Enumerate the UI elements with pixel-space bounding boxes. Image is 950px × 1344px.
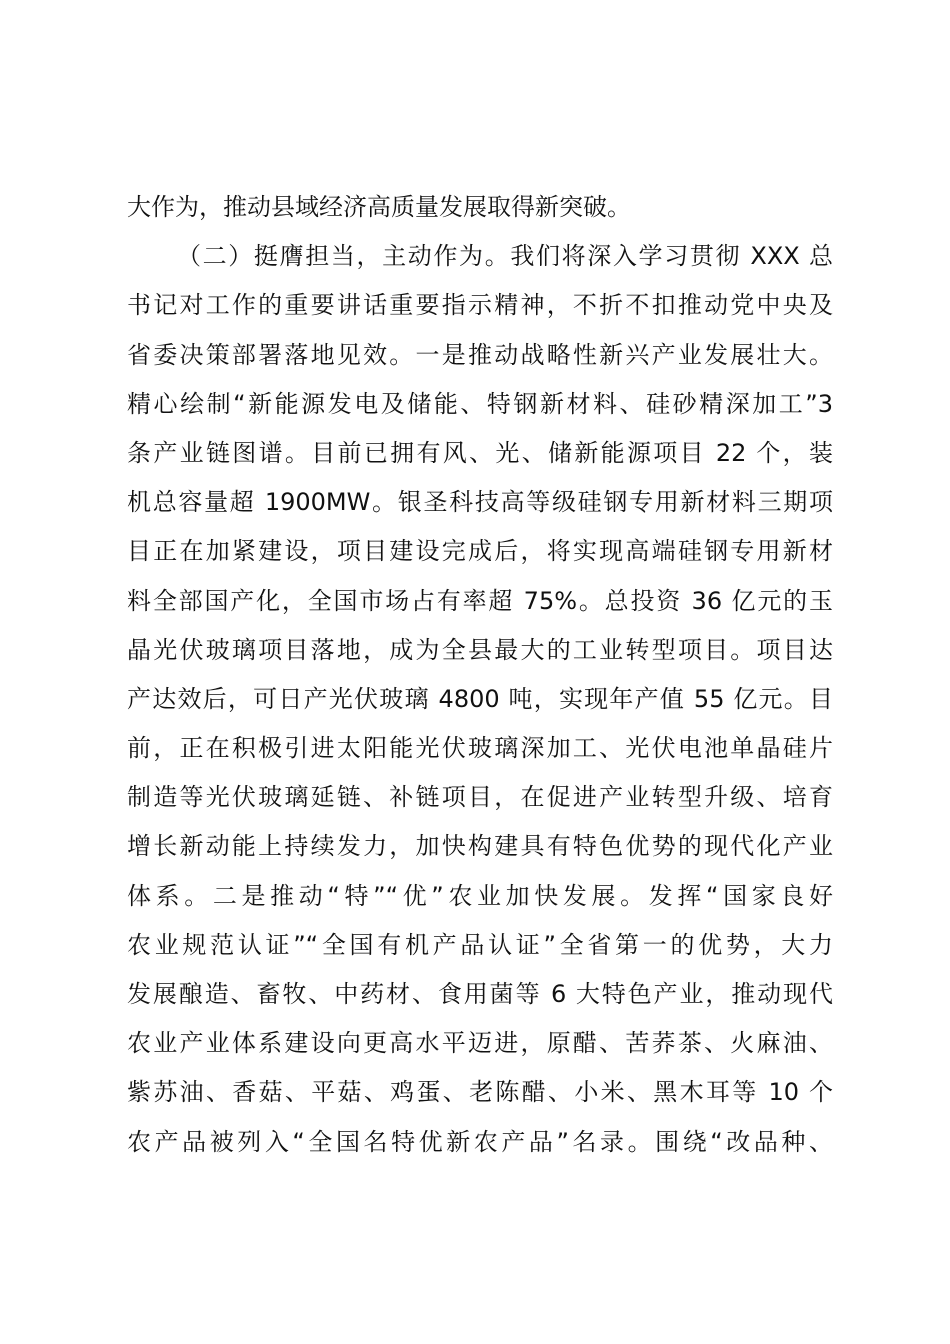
text-line: 精心绘制“新能源发电及储能、特钢新材料、硅砂精深加工”3 [127,389,833,418]
text-line: 料全部国产化，全国市场占有率超 75%。总投资 36 亿元的玉 [127,586,833,615]
text-line: 农产品被列入“全国名特优新农产品”名录。围绕“改品种、 [127,1127,833,1156]
text-line: 晶光伏玻璃项目落地，成为全县最大的工业转型项目。项目达 [127,635,833,664]
text-line: 条产业链图谱。目前已拥有风、光、储新能源项目 22 个，装 [127,438,833,467]
text-line: 产达效后，可日产光伏玻璃 4800 吨，实现年产值 55 亿元。目 [127,684,833,713]
body-text [127,183,833,1167]
text-line: 体系。二是推动“特”“优”农业加快发展。发挥“国家良好 [127,881,833,910]
text-line: （二）挺膺担当，主动作为。我们将深入学习贯彻 XXX 总 [177,242,833,271]
text-line: 农业产业体系建设向更高水平迈进，原醋、苦荞茶、火麻油、 [127,1029,833,1058]
text-line: 发展酿造、畜牧、中药材、食用菌等 6 大特色产业，推动现代 [127,980,833,1008]
text-line: 机总容量超 1900MW。银圣科技高等级硅钢专用新材料三期项 [127,488,833,517]
text-line: 增长新动能上持续发力，加快构建具有特色优势的现代化产业 [127,832,833,861]
text-line: 农业规范认证”“全国有机产品认证”全省第一的优势，大力 [127,930,833,959]
text-line: 目正在加紧建设，项目建设完成后，将实现高端硅钢专用新材 [127,537,833,566]
text-line: 书记对工作的重要讲话重要指示精神，不折不扣推动党中央及 [127,291,833,320]
text-line: 制造等光伏玻璃延链、补链项目，在促进产业转型升级、培育 [127,783,833,812]
text-line: 省委决策部署落地见效。一是推动战略性新兴产业发展壮大。 [127,340,833,369]
text-line: 大作为，推动县域经济高质量发展取得新突破。 [127,193,631,221]
text-line: 紫苏油、香菇、平菇、鸡蛋、老陈醋、小米、黑木耳等 10 个 [127,1078,833,1107]
text-line: 前，正在积极引进太阳能光伏玻璃深加工、光伏电池单晶硅片 [127,734,833,763]
